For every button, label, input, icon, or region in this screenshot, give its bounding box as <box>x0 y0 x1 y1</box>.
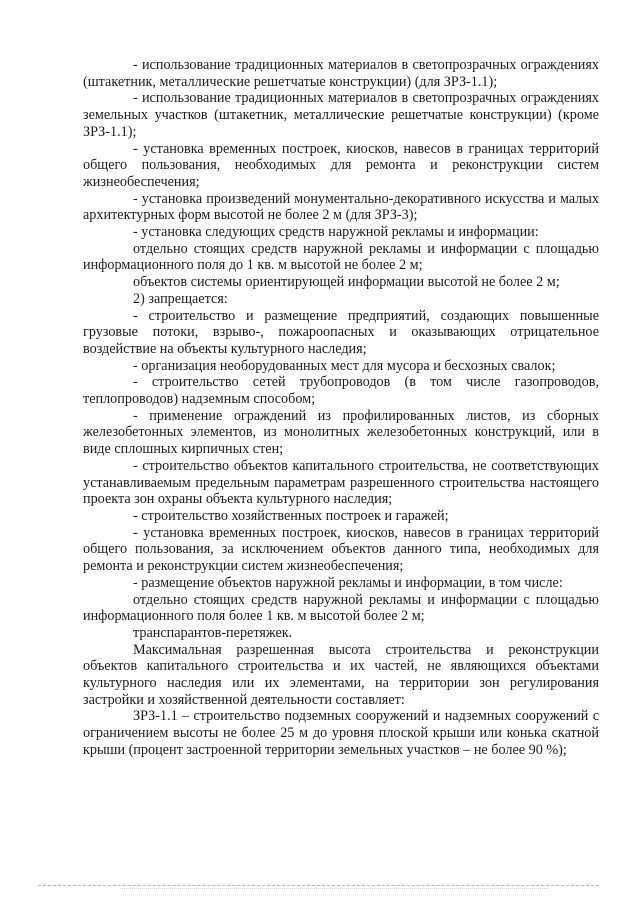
paragraph-4: - установка произведений монументально-декоративного искусства и малых архитектурных форм высотой не более 2 м (для ЗРЗ-3); <box>83 190 599 224</box>
paragraph-9: - строительство и размещение предприятий, создающих повышенные грузовые потоки, взрыво-, пожароопасных и оказывающих отрицательное воздействие на объекты культурного наследия; <box>83 307 599 357</box>
paragraph-18: транспарантов-перетяжек. <box>133 624 293 641</box>
paragraph-11: - строительство сетей трубопроводов (в том числе газопроводов, теплопроводов) надземным способом; <box>83 374 599 408</box>
paragraph-14: - строительство хозяйственных построек и гаражей; <box>133 507 449 524</box>
paragraph-1: - использование традиционных материалов в светопрозрачных ограждениях (штакетник, металлические решетчатые конструкции) (для ЗРЗ-1.1); <box>83 57 599 90</box>
paragraph-13: - строительство объектов капитального строительства, не соответствующих устанавливаемым предельным параметрам разрешенного строительства настоящего проекта зон охраны объекта культурного наследия; <box>83 457 599 508</box>
paragraph-15: - установка временных построек, киосков, навесов в границах территорий общего пользования, за исключением объектов данного типа, необходимых для ремонта и реконструкции систем жизнеобеспечения; <box>83 524 599 575</box>
paragraph-7: объектов системы ориентирующей информации высотой не более 2 м; <box>133 274 560 291</box>
paragraph-6: отдельно стоящих средств наружной рекламы и информации с площадью информационного поля до 1 кв. м высотой не более 2 м; <box>83 240 599 274</box>
paragraph-16: - размещение объектов наружной рекламы и информации, в том числе: <box>133 574 563 591</box>
paragraph-20: ЗРЗ-1.1 – строительство подземных сооружений и надземных сооружений с ограничением высоты не более 25 м до уровня плоской крыши или конька скатной крыши (процент застроенной территории земельных участков – не более 90 %); <box>83 708 599 758</box>
paragraph-12: - применение ограждений из профилированных листов, из сборных железобетонных элементов, из монолитных железобетонных конструкций, или в виде сплошных кирпичных стен; <box>83 407 599 458</box>
scan-edge-line-faint <box>120 888 549 889</box>
paragraph-17: отдельно стоящих средств наружной рекламы и информации с площадью информационного поля более 1 кв. м высотой более 2 м; <box>83 591 599 625</box>
paragraph-8: 2) запрещается: <box>133 290 228 307</box>
paragraph-19: Максимальная разрешенная высота строительства и реконструкции объектов капитального строительства и их частей, не являющихся объектами культурного наследия или их элементами, на территории зон регулирования застройки и хозяйственной деятельности составляет: <box>83 641 599 708</box>
paragraph-3: - установка временных построек, киосков, навесов в границах территорий общего пользования, необходимых для ремонта и реконструкции систем жизнеобеспечения; <box>83 140 599 190</box>
paragraph-10: - организация необорудованных мест для мусора и бесхозных свалок; <box>133 357 556 374</box>
document-page <box>83 57 599 759</box>
paragraph-2: - использование традиционных материалов в светопрозрачных ограждениях земельных участков (штакетник, металлические решетчатые конструкции) (кроме ЗРЗ-1.1); <box>83 90 599 140</box>
paragraph-5: - установка следующих средств наружной рекламы и информации: <box>133 224 539 241</box>
scan-edge-line <box>38 885 599 886</box>
